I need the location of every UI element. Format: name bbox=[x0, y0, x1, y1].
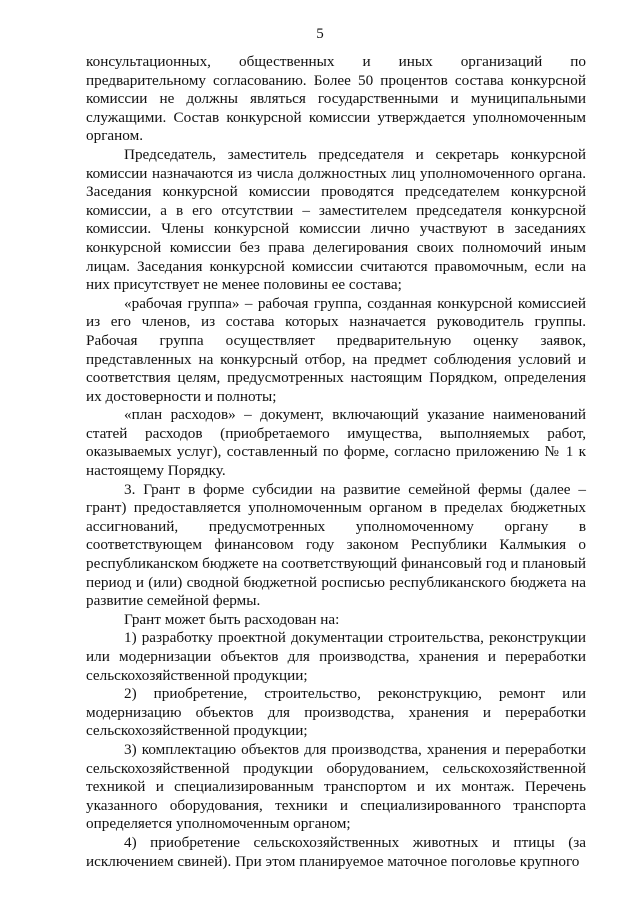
list-item-livestock: 4) приобретение сельскохозяйственных животных и птицы (за исключением свиней). При этом планируемое маточное поголовье крупного bbox=[86, 833, 586, 870]
page-number: 5 bbox=[316, 26, 324, 42]
paragraph-grant-usage-intro: Грант может быть расходован на: bbox=[124, 610, 340, 628]
paragraph-expense-plan: «план расходов» – документ, включающий указание наименований статей расходов (приобретаемого имущества, выполняемых работ, оказываемых услуг), составленный по форме, согласно приложению № 1 к настоящему Порядку. bbox=[86, 406, 586, 480]
document-body bbox=[86, 53, 586, 871]
paragraph-grant-provision: 3. Грант в форме субсидии на развитие семейной фермы (далее – грант) предоставляется уполномоченным органом в пределах бюджетных ассигнований, предусмотренных уполномоченному органу в соответствующем финансовом году законом Республики Калмыкия о республиканском бюджете на соответствующий финансовый год и плановый период и (или) сводной бюджетной росписью республиканского бюджета на развитие семейной фермы. bbox=[86, 480, 586, 610]
list-item-design-documentation: 1) разработку проектной документации строительства, реконструкции или модернизации объектов для производства, хранения и переработки сельскохозяйственной продукции; bbox=[86, 629, 586, 684]
list-item-equipment: 3) комплектацию объектов для производства, хранения и переработки сельскохозяйственной продукции оборудованием, сельскохозяйственной техникой и специализированным транспортом и их монтаж. Перечень указанного оборудования, техники и специализированного транспорта определяется уполномоченным органом; bbox=[86, 740, 586, 833]
paragraph-commission-composition: консультационных, общественных и иных организаций по предварительному согласованию. Более 50 процентов состава конкурсной комиссии не должны являться государственными и муниципальными служащими. Состав конкурсной комиссии утверждается уполномоченным органом. bbox=[86, 53, 586, 145]
paragraph-commission-chair: Председатель, заместитель председателя и секретарь конкурсной комиссии назначаются из числа должностных лиц уполномоченного органа. Заседания конкурсной комиссии проводятся председателем конкурсной комиссии, а в его отсутствии – заместителем председателя конкурсной комиссии. Члены конкурсной комиссии лично участвуют в заседаниях конкурсной комиссии без права делегирования своих полномочий иным лицам. Заседания конкурсной комиссии считаются правомочным, если на них присутствует не менее половины ее состава; bbox=[86, 145, 586, 294]
list-item-construction: 2) приобретение, строительство, реконструкцию, ремонт или модернизацию объектов для производства, хранения и переработки сельскохозяйственной продукции; bbox=[86, 685, 586, 740]
paragraph-working-group: «рабочая группа» – рабочая группа, созданная конкурсной комиссией из его членов, из состава которых назначается руководитель группы. Рабочая группа осуществляет предварительную оценку заявок, представленных на конкурсный отбор, на предмет соблюдения условий и соответствия целям, предусмотренных настоящим Порядком, определения их достоверности и полноты; bbox=[86, 294, 586, 405]
